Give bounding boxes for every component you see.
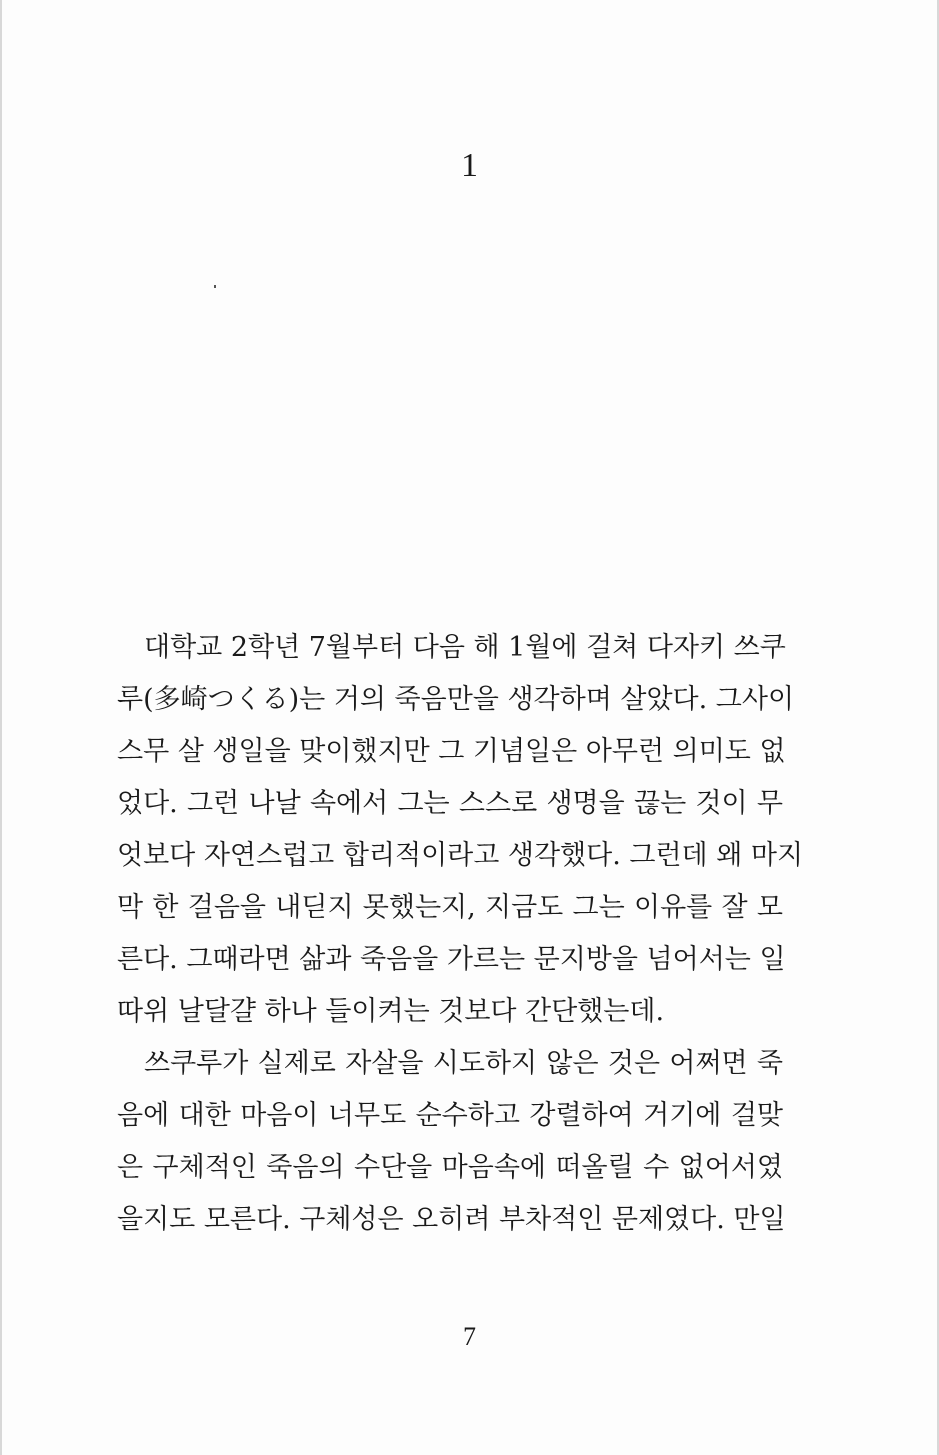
- paragraph-1: [117, 622, 804, 1038]
- text-line: 음에 대한 마음이 너무도 순수하고 강렬하여 거기에 걸맞: [117, 1100, 783, 1131]
- text-line: 쓰쿠루가 실제로 자살을 시도하지 않은 것은 어쩌면 죽: [144, 1048, 783, 1079]
- text-line: 막 한 걸음을 내딛지 못했는지, 지금도 그는 이유를 잘 모: [117, 892, 783, 923]
- text-line: 었다. 그런 나날 속에서 그는 스스로 생명을 끊는 것이 무: [117, 788, 783, 819]
- page-number: 7: [463, 1322, 476, 1351]
- text-line: 루(多崎つくる)는 거의 죽음만을 생각하며 살았다. 그사이: [117, 684, 795, 715]
- text-line: 엇보다 자연스럽고 합리적이라고 생각했다. 그런데 왜 마지: [117, 840, 804, 871]
- text-line: 스무 살 생일을 맞이했지만 그 기념일은 아무런 의미도 없: [117, 736, 786, 767]
- paragraph-2: [117, 1038, 786, 1246]
- scan-speck: [214, 285, 216, 288]
- page-edge-left: [0, 0, 2, 1455]
- text-line: 은 구체적인 죽음의 수단을 마음속에 떠올릴 수 없어서였: [117, 1152, 783, 1183]
- text-line: 대학교 2학년 7월부터 다음 해 1월에 걸쳐 다자키 쓰쿠: [144, 632, 786, 663]
- text-line: 른다. 그때라면 삶과 죽음을 가르는 문지방을 넘어서는 일: [117, 944, 786, 975]
- chapter-number: 1: [461, 147, 478, 184]
- text-line: 따위 날달걀 하나 들이켜는 것보다 간단했는데.: [117, 996, 665, 1027]
- body-text: [117, 622, 804, 1246]
- text-line: 을지도 모른다. 구체성은 오히려 부차적인 문제였다. 만일: [117, 1204, 786, 1235]
